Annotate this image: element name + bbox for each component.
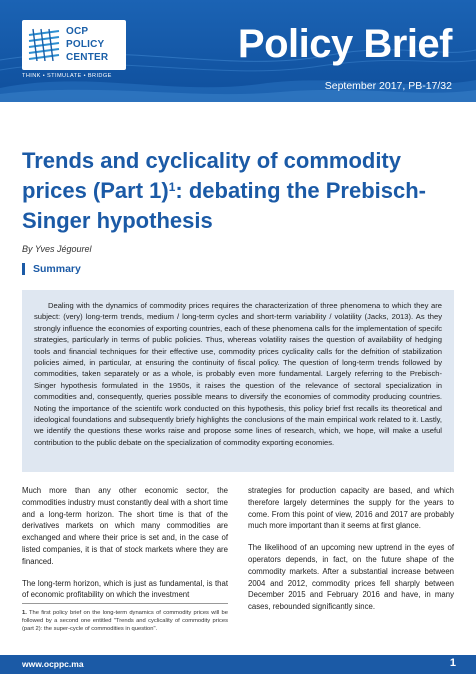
ocp-logo[interactable] [22, 20, 126, 70]
body-paragraph: strategies for production capacity are based, and which therefore largely determines the supply for the years to come. From this point of view, 2016 and 2017 are probably much more important than it seems at first glance. [248, 486, 454, 531]
footnote-text: The first policy brief on the long-term dynamics of commodity prices will be followed by a second one entitled "Trends and cyclicality of commodity prices (part 2): the super-cycle of commodities in question". [22, 610, 228, 633]
body-paragraph: The long-term horizon, which is just as fundamental, is that of economic profitability on which the investment [22, 578, 228, 600]
document-title-rest: : debating the Prebisch-Singer hypothesis [22, 178, 427, 233]
logo-text-line-2: POLICY [66, 39, 105, 50]
website-link[interactable]: www.ocppc.ma [22, 659, 84, 669]
globe-mesh-icon [27, 27, 61, 61]
footnote [22, 609, 228, 634]
summary-label: Summary [33, 263, 81, 275]
document-title-main: Trends and cyclicality of commodity prices (Part 1) [22, 148, 401, 203]
body-column-left [22, 485, 228, 611]
logo-tagline: THINK • STIMULATE • BRIDGE [22, 73, 112, 79]
summary-text: Dealing with the dynamics of commodity prices requires the characterization of three phenomena to which they are subject: (very) long-term trends, medium / long-term cycles and short-term variability / volatility (Jacks, 2013). As they strongly influence the economies of exporting countries, each of these phenomena calls for the implementation of specifc strategies, particularly in terms of public policies. Thus, whereas volatility raises the question of availability of hedging tools and financial techniques for their effective use, commodity prices cyclicality calls for the defnition of stabilization policies aimed, in particular, at ensuring the continuity of fiscal policy. The question of long-term trends followed by commodities, taken separately or as a whole, is probably even more fundamental. Largely referring to the Prebisch-Singer hypothesis formulated in the 1950s, it raises the question of the relevance of sectoral specialization in commodities and, consequently, queries possible means to diversify the economies of commodity producing countries. Noting the importance of the scientifc work conducted on this hypothesis, this policy brief frst recalls its theoretical and ideological foundations and subsequently briefy highlights the conclusions of the main empirical work related to it. Lastly, we identify the questions these works raise and propose some lines of research, which, we hope, will make a useful contribution to the public debate on the specialization of commodity exporting economies. [34, 301, 442, 447]
publication-date-ref: September 2017, PB-17/32 [324, 80, 452, 92]
header-banner [0, 0, 476, 102]
footnote-divider [22, 603, 228, 604]
footnote-number: 1. [22, 610, 27, 616]
logo-text-line-3: CENTER [66, 52, 109, 63]
author-byline: By Yves Jégourel [22, 244, 92, 254]
body-column-right [248, 485, 454, 623]
summary-box [22, 290, 454, 472]
summary-heading [22, 263, 81, 275]
logo-text-line-1: OCP [66, 26, 89, 37]
page-number: 1 [449, 657, 456, 669]
body-paragraph: Much more than any other economic sector, the commodities industry must constantly deal with a short time and a long-term horizon. The short time is that of the derivatives markets on which many commodities are exchanged and where their price is set and, in the case of listed companies, it is that of stock markets where they are financed. [22, 486, 228, 566]
publication-title: Policy Brief [237, 22, 452, 66]
body-paragraph: The likelihood of an upcoming new uptrend in the eyes of operators depends, in fact, on the future shape of the commodity markets. After a substantial increase between 2004 and 2012, commodity prices fell sharply between December 2015 and February 2016 and have, in many cases, rebounded significantly since. [248, 543, 454, 612]
document-title [22, 146, 452, 236]
footer-bar [0, 655, 476, 674]
footnote-ref[interactable]: 1 [168, 180, 176, 194]
summary-marker [22, 263, 25, 275]
